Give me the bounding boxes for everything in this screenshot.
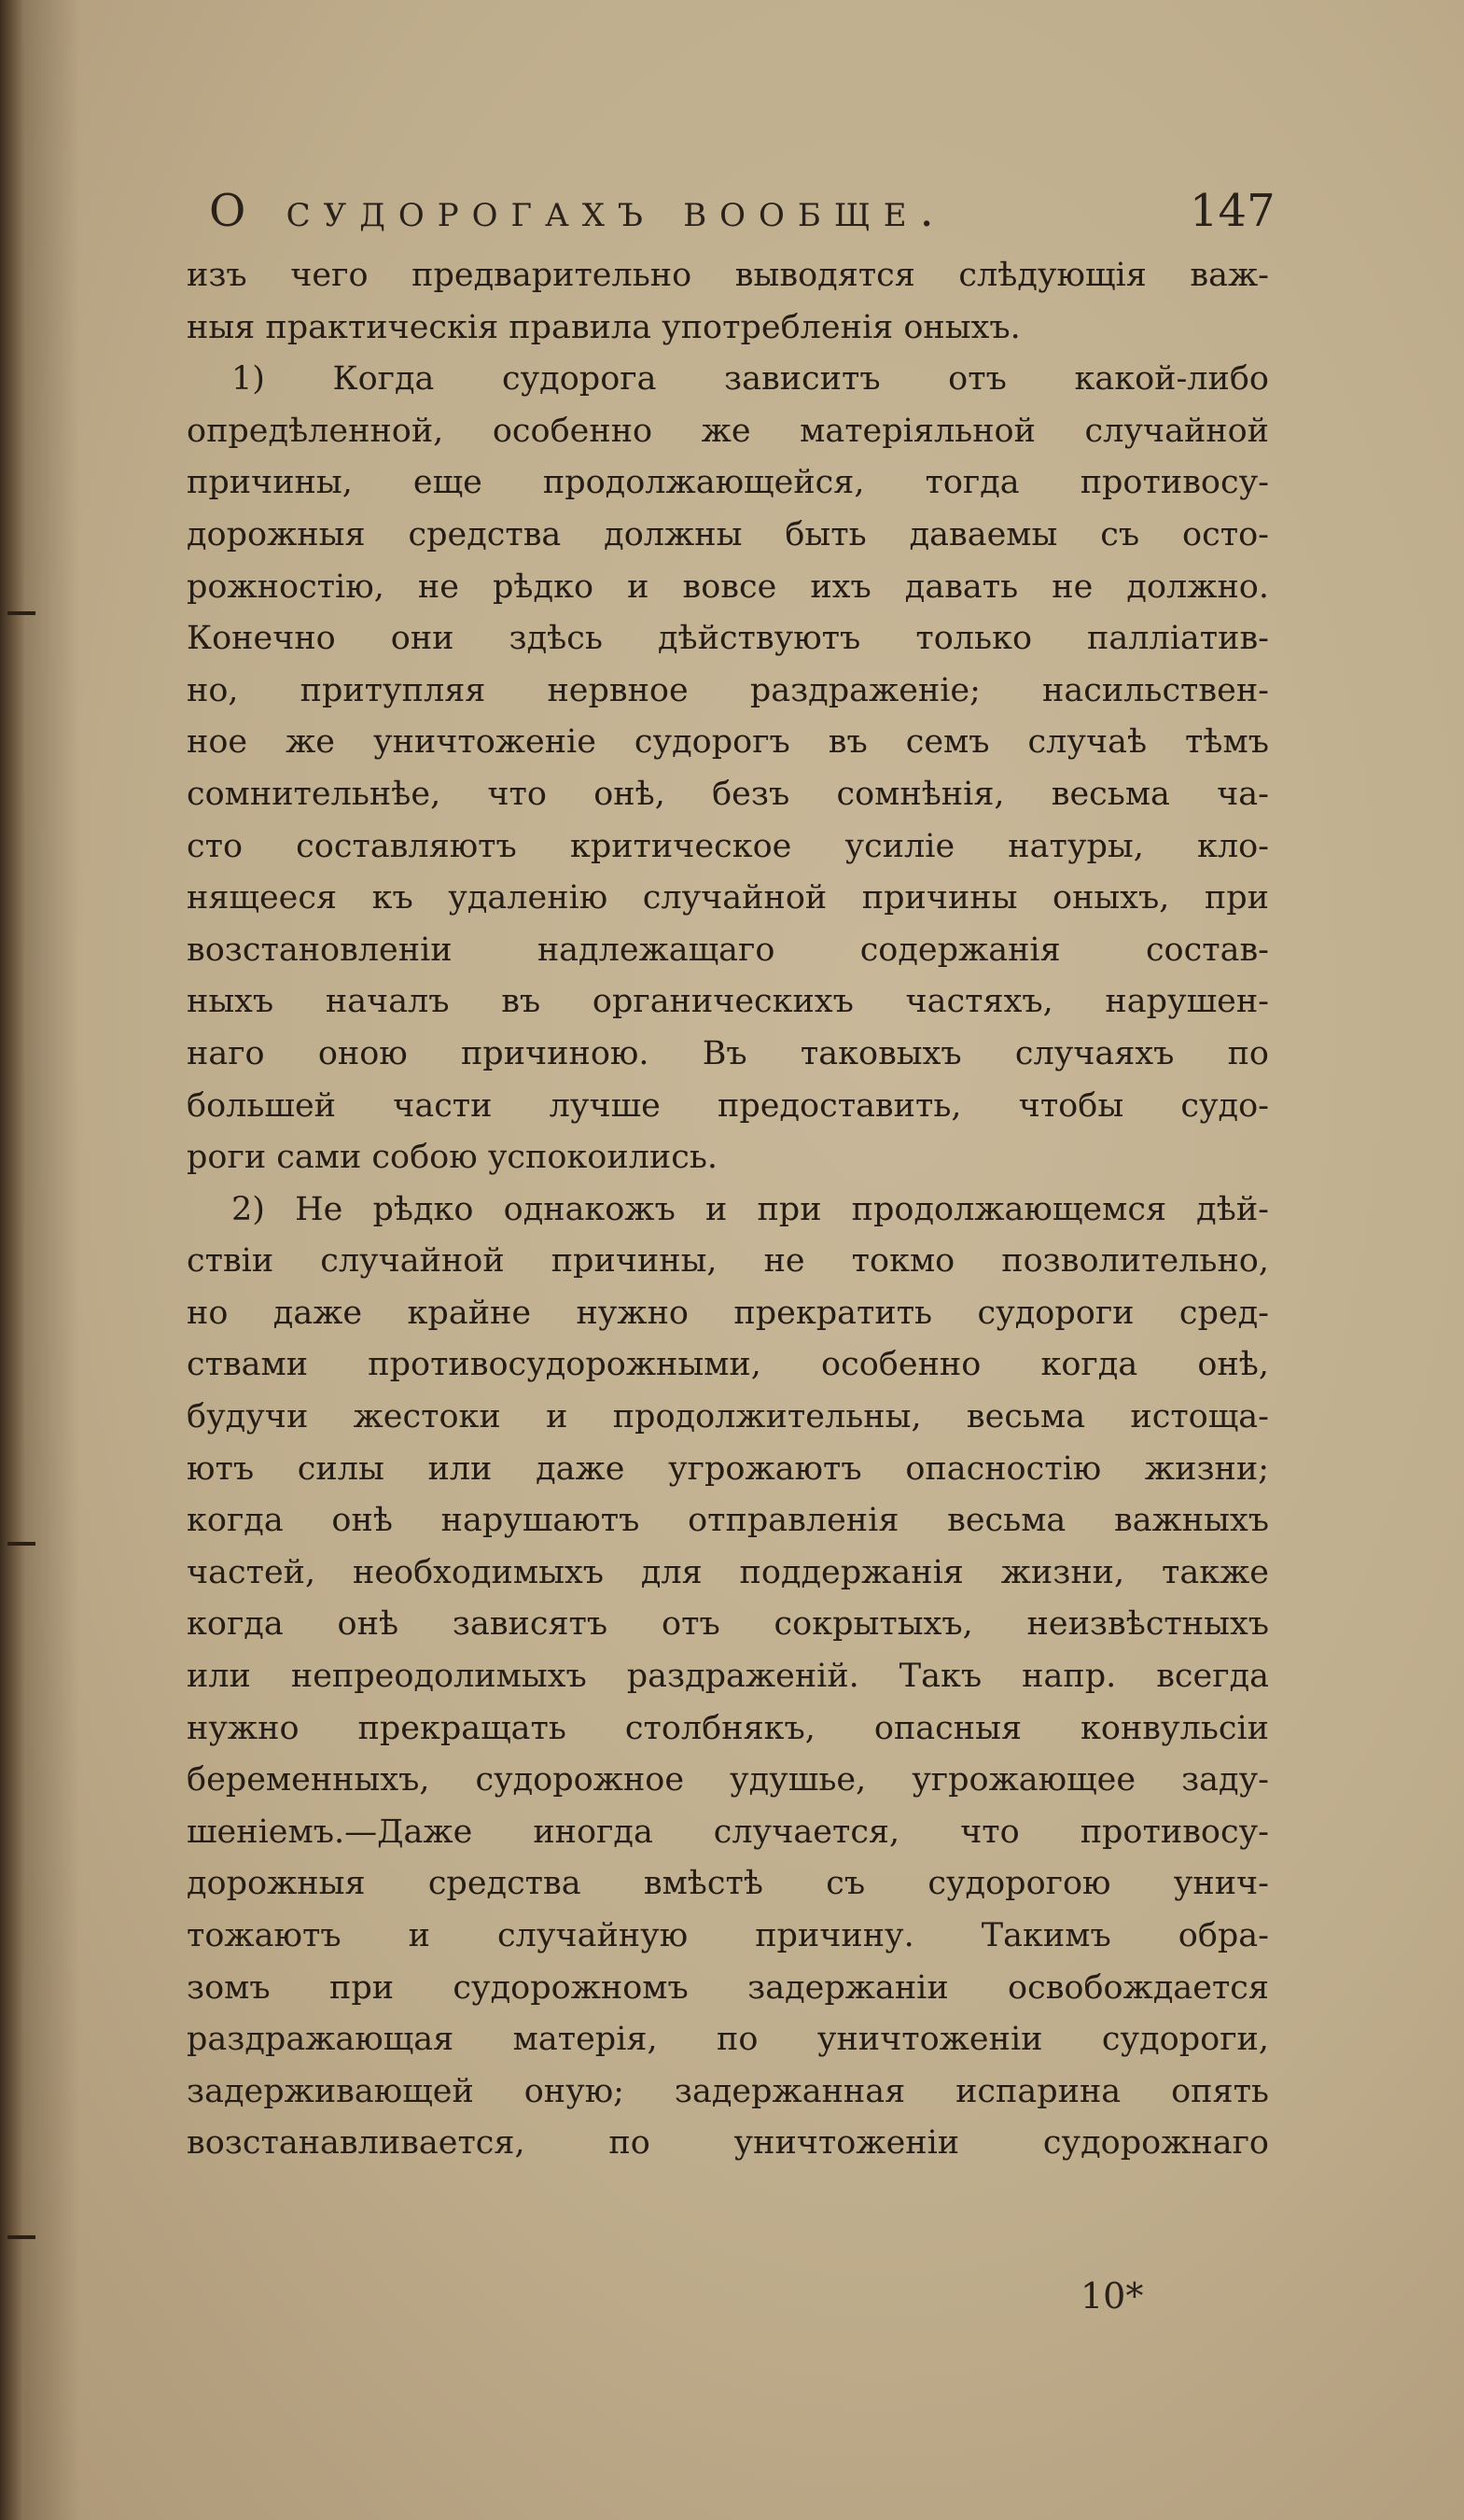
text-line: нящееся къ удаленію случайной причины оныхъ, при [187,879,1269,917]
page-number: 147 [1190,185,1276,237]
text-line: дорожныя средства вмѣстѣ съ судорогою унич- [187,1865,1269,1903]
edge-mark [7,1542,35,1546]
edge-mark [7,611,35,615]
text-line: ствами противосудорожными, особенно когда онѣ, [187,1346,1269,1384]
text-line: сто составляютъ критическое усиліе натуры, кло- [187,827,1269,865]
edge-mark [7,2235,35,2239]
text-line: беременныхъ, судорожное удушье, угрожающее заду- [187,1761,1269,1799]
text-line: частей, необходимыхъ для поддержанія жизни, также [187,1553,1269,1591]
text-line: наго оною причиною. Въ таковыхъ случаяхъ по [187,1034,1269,1072]
text-line: но, притупляя нервное раздраженіе; насильствен- [187,671,1269,709]
body-text [187,250,1269,2170]
signature-mark: 10* [1081,2275,1144,2317]
text-line: или непреодолимыхъ раздраженій. Такъ напр. всегда [187,1658,1269,1696]
text-line: шеніемъ.—Даже иногда случается, что противосу- [187,1813,1269,1851]
text-line: возстанавливается, по уничтоженіи судорожнаго [187,2124,1269,2163]
text-line: рожностію, не рѣдко и вовсе ихъ давать не должно. [187,567,1269,606]
text-line: большей части лучше предоставить, чтобы судо- [187,1086,1269,1125]
book-spine [0,0,24,2520]
text-line: ютъ силы или даже угрожаютъ опасностію жизни; [187,1449,1269,1488]
page-header [0,185,1464,241]
text-line: возстановленіи надлежащаго содержанія состав- [187,931,1269,969]
text-line: изъ чего предварительно выводятся слѣдующія важ- [187,257,1269,294]
text-line: когда онѣ зависятъ отъ сокрытыхъ, неизвѣстныхъ [187,1605,1269,1644]
text-line: ствіи случайной причины, не токмо позволительно, [187,1242,1269,1281]
text-line: будучи жестоки и продолжительны, весьма истоща- [187,1398,1269,1436]
text-line: но даже крайне нужно прекратить судороги сред- [187,1294,1269,1332]
text-line: ныхъ началъ въ органическихъ частяхъ, нарушен- [187,983,1269,1021]
text-line: 1) Когда судорога зависитъ отъ какой-либо [231,360,1269,399]
text-line: сомнительнѣе, что онѣ, безъ сомнѣнія, весьма ча- [187,775,1269,813]
text-line: нужно прекращать столбнякъ, опасныя конвульсіи [187,1709,1269,1747]
text-line: ныя практическія правила употребленія оныхъ. [187,308,1021,346]
text-line: 2) Не рѣдко однакожъ и при продолжающемся дѣй- [231,1190,1269,1228]
text-line: когда онѣ нарушаютъ отправленія весьма важныхъ [187,1502,1269,1540]
text-line: опредѣленной, особенно же матеріяльной случайной [187,412,1269,450]
text-line: ное же уничтоженіе судорогъ въ семъ случаѣ тѣмъ [187,723,1269,762]
text-line: раздражающая матерія, по уничтоженіи судороги, [187,2021,1269,2059]
text-line: причины, еще продолжающейся, тогда противосу- [187,464,1269,502]
text-line: дорожныя средства должны быть даваемы съ осто- [187,515,1269,553]
text-line: зомъ при судорожномъ задержаніи освобождается [187,1968,1269,2007]
running-title: О судорогахъ вообще. [209,185,947,237]
gutter-shadow [24,0,80,2520]
text-line: Конечно они здѣсь дѣйствуютъ только палліатив- [187,620,1269,658]
text-line: роги сами собою успокоились. [187,1139,718,1177]
text-line: тожаютъ и случайную причину. Такимъ обра- [187,1917,1269,1954]
text-line: задерживающей оную; задержанная испарина опять [187,2072,1269,2110]
